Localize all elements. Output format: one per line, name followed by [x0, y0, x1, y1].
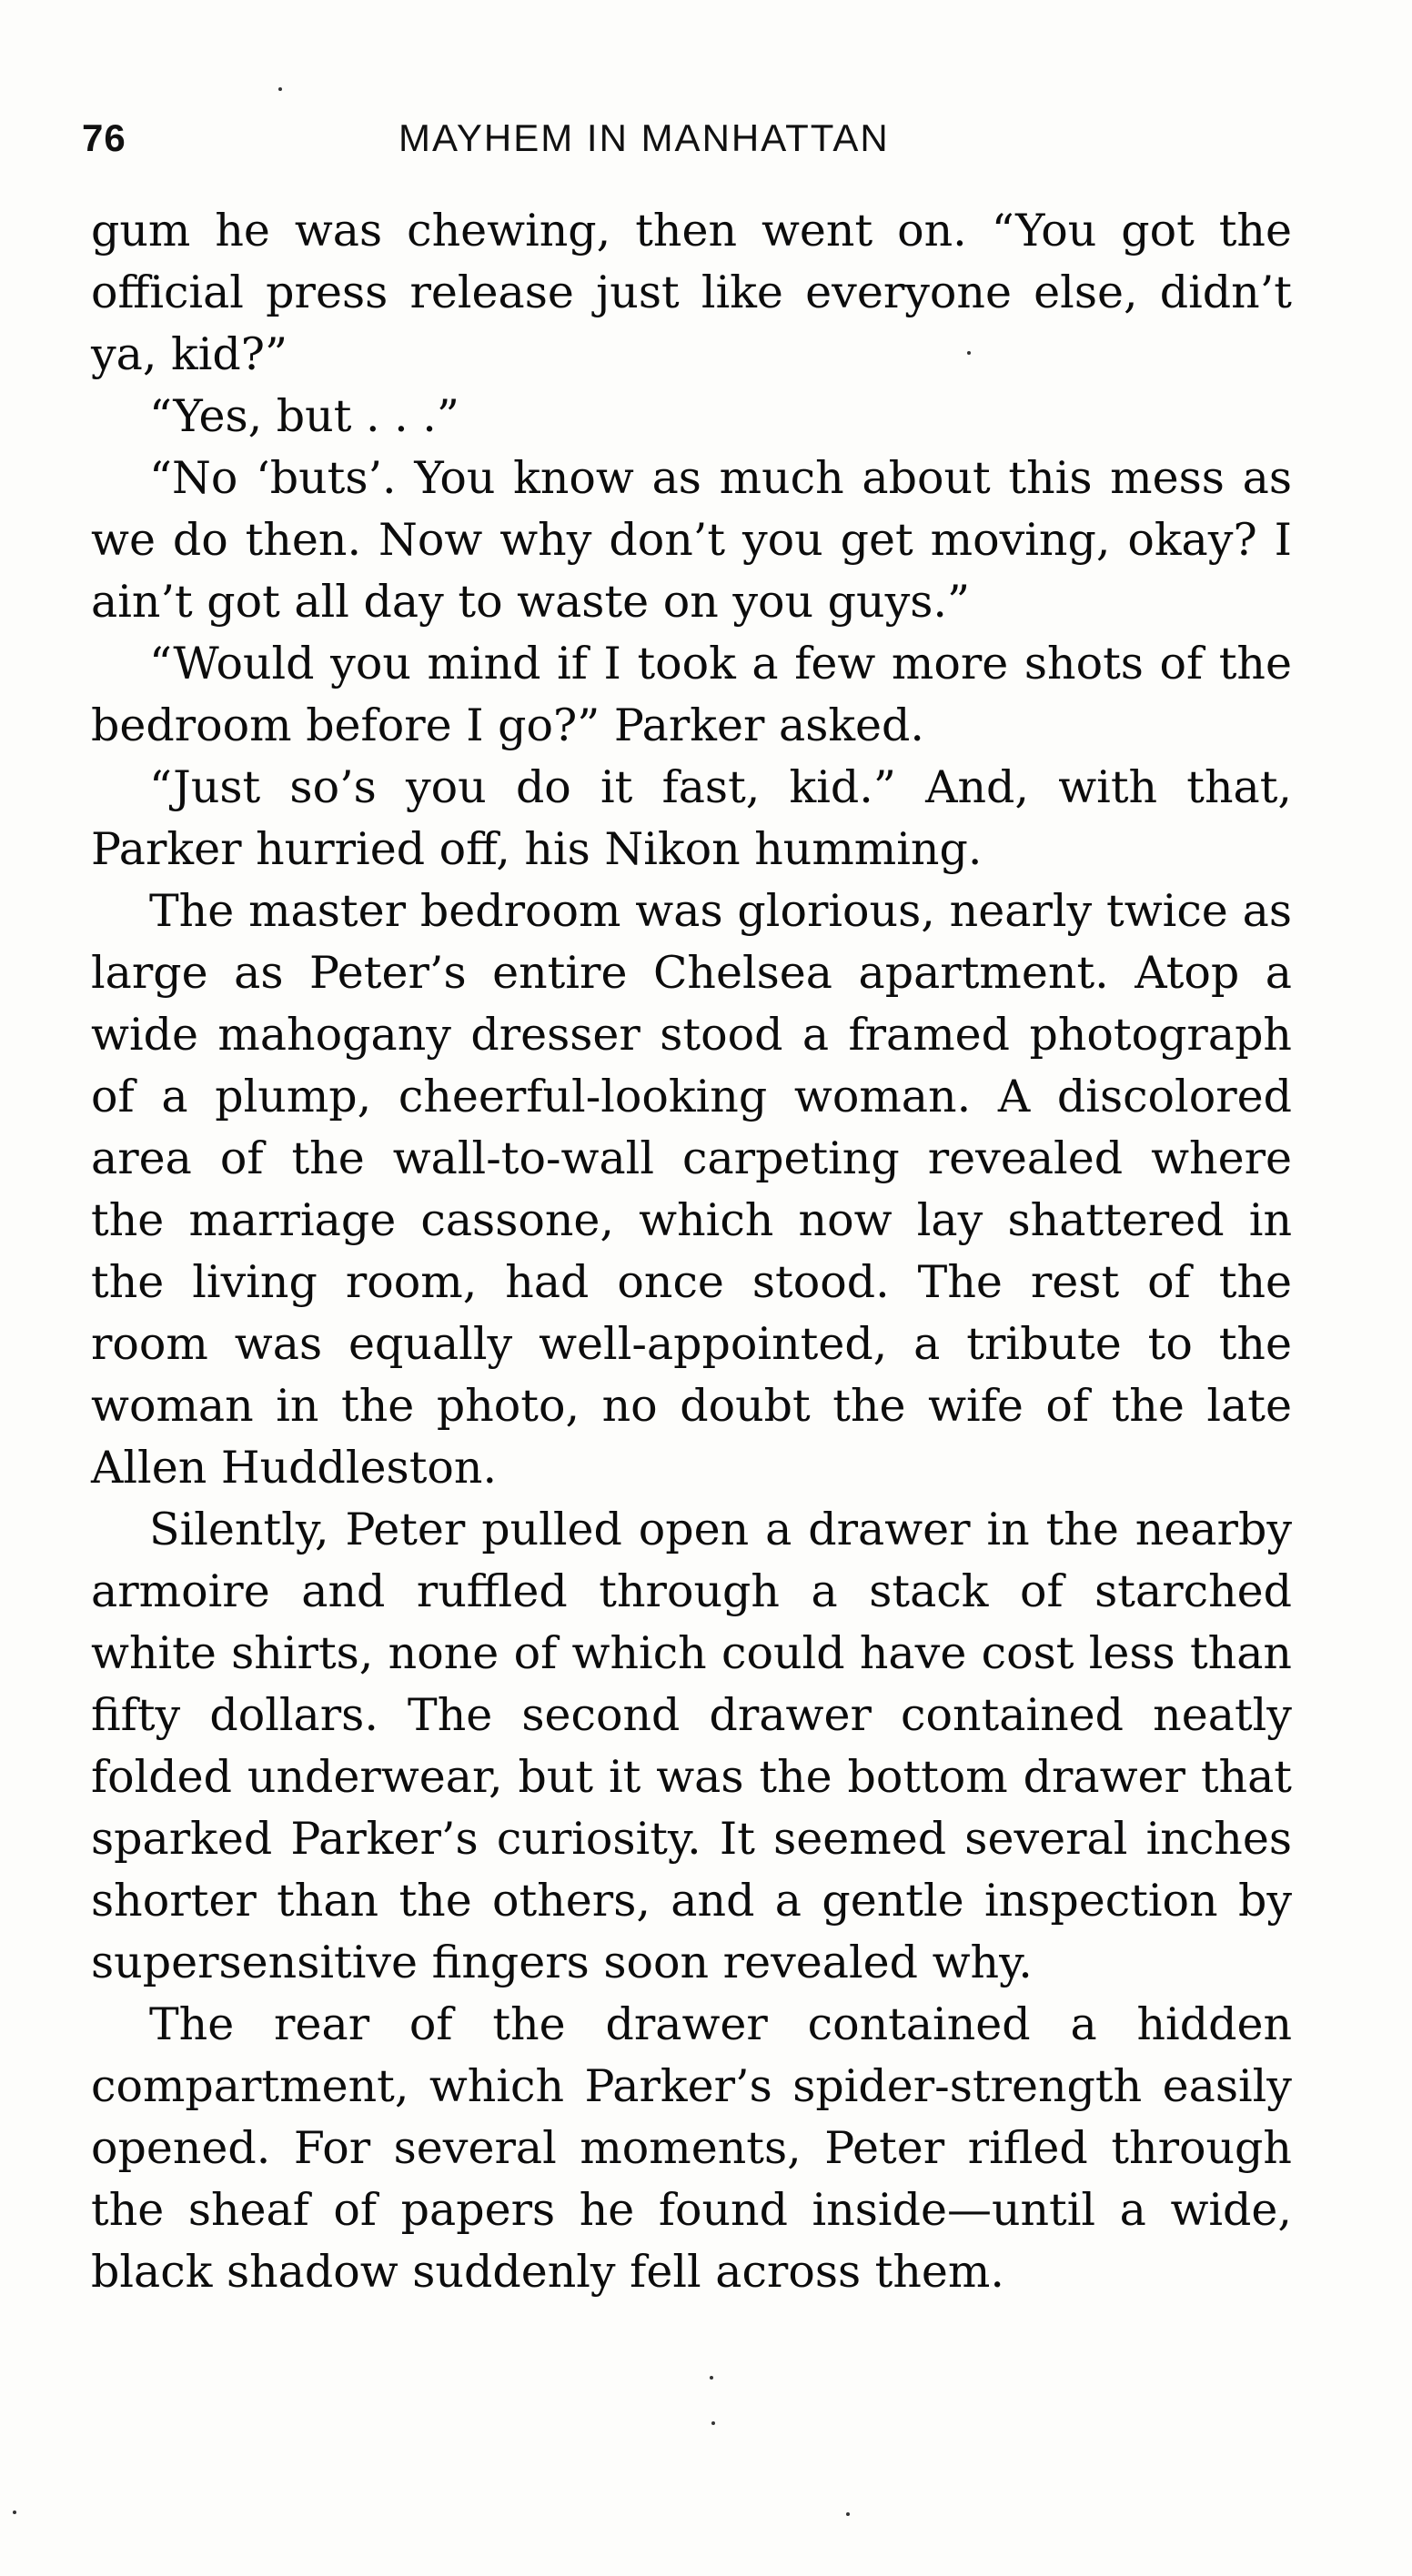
scan-speck [13, 2511, 16, 2514]
paragraph: “Would you mind if I took a few more shots of the bedroom before I go?” Parker asked. [91, 638, 1292, 751]
scan-speck [967, 351, 971, 355]
paragraph: “Just so’s you do it fast, kid.” And, with that, Parker hurried off, his Nikon humming. [91, 761, 1292, 875]
scan-speck [846, 2512, 850, 2516]
page-header [82, 116, 1301, 180]
paragraph: Silently, Peter pulled open a drawer in the nearby armoire and ruffled through a stack of starched white shirts, none of which could have cost less than fifty dollars. The second drawer contained neatly folded underwear, but it was the bottom drawer that sparked Parker’s curiosity. It seemed several inches shorter than the others, and a gentle inspection by supersensitive fingers soon revealed why. [91, 1504, 1292, 1988]
paragraph: The master bedroom was glorious, nearly twice as large as Peter’s entire Chelsea apartment. Atop a wide mahogany dresser stood a framed photograph of a plump, cheerful-looking woman. A discolored area of the wall-to-wall carpeting revealed where the marriage cassone, which now lay shattered in the living room, had once stood. The rest of the room was equally well-appointed, a tribute to the woman in the photo, no doubt the wife of the late Allen Huddleston. [91, 885, 1292, 1494]
running-title: MAYHEM IN MANHATTAN [398, 116, 890, 159]
scan-speck [278, 87, 282, 91]
page-body [91, 200, 1292, 2303]
paragraph: gum he was chewing, then went on. “You got the official press release just like everyone else, didn’t ya, kid?” [91, 205, 1292, 380]
scan-speck [711, 2421, 715, 2425]
paragraph: “Yes, but . . .” [149, 390, 459, 442]
paragraph: “No ‘buts’. You know as much about this mess as we do then. Now why don’t you get moving, okay? I ain’t got all day to waste on you guys.” [91, 452, 1292, 628]
scan-speck [710, 2376, 713, 2380]
paragraph: The rear of the drawer contained a hidden compartment, which Parker’s spider-strength easily opened. For several moments, Peter rifled through the sheaf of papers he found inside—until a wide, black shadow suddenly fell across them. [91, 1998, 1292, 2298]
page-number: 76 [82, 116, 126, 159]
